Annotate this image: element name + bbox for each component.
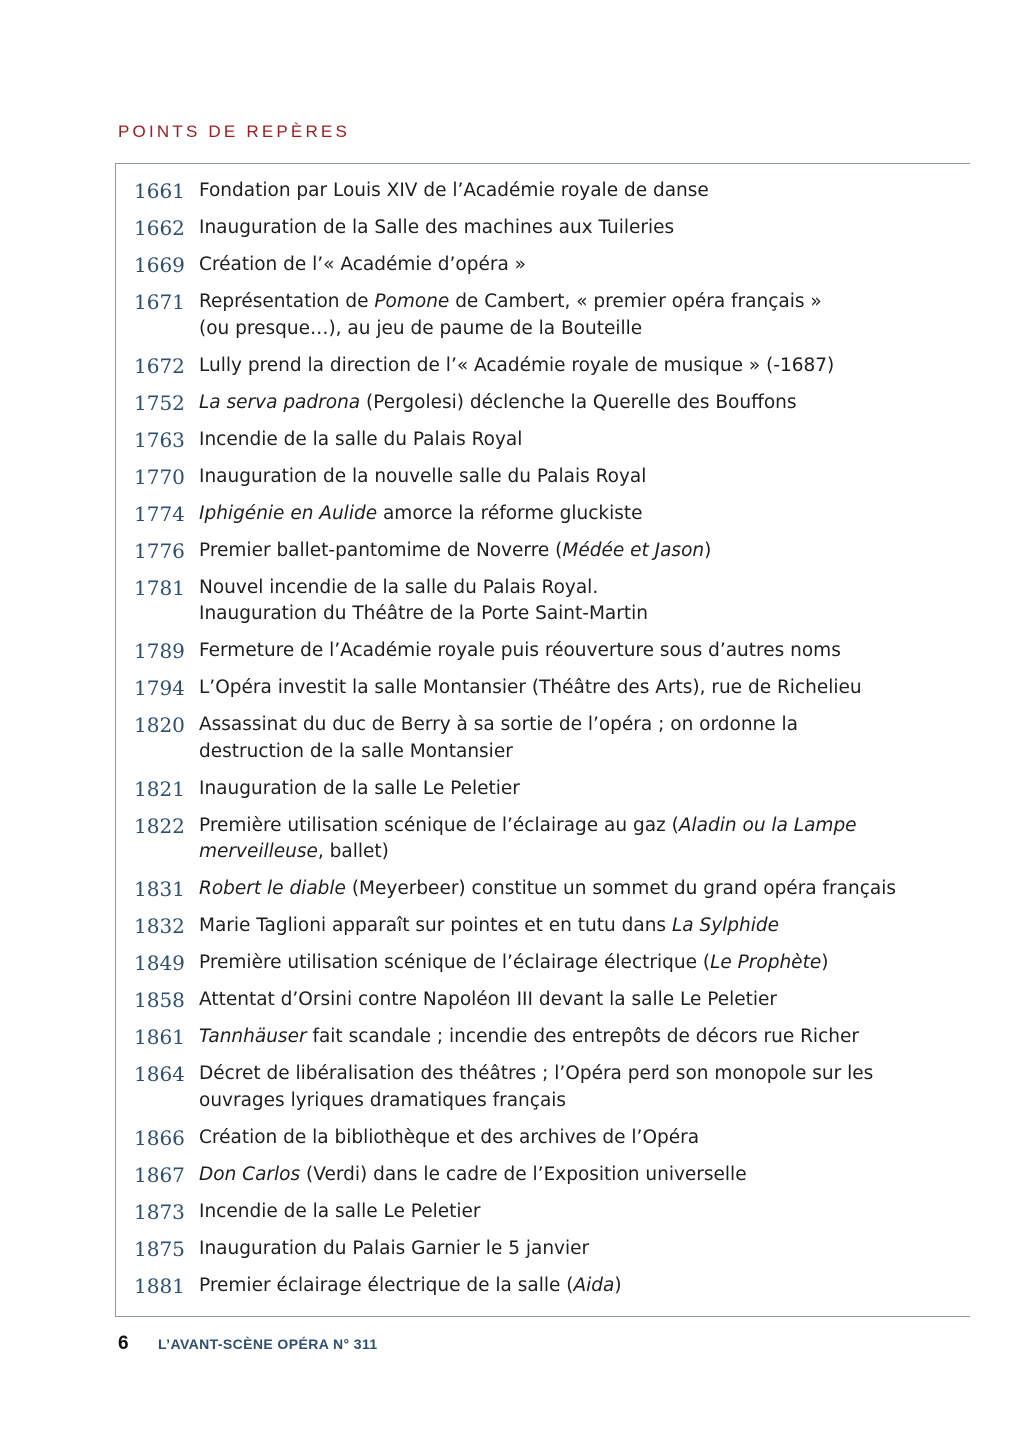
timeline-event [199, 913, 929, 940]
event-text: Inauguration du Palais Garnier le 5 janvier [199, 1237, 590, 1259]
event-text: Représentation de [199, 291, 375, 312]
event-text: Première utilisation scénique de l’éclairage au gaz ( [199, 814, 679, 836]
event-text: Inauguration de la Salle des machines aux Tuileries [199, 217, 675, 238]
work-title: Don Carlos [199, 1163, 301, 1185]
timeline-year: 1671 [134, 290, 185, 314]
timeline-year: 1881 [134, 1273, 185, 1298]
timeline-event [199, 675, 929, 702]
event-text: amorce la réforme gluckiste [377, 502, 643, 524]
timeline-event-line [199, 601, 929, 628]
timeline-event [199, 987, 929, 1014]
timeline-event [199, 1236, 929, 1263]
event-text: Marie Taglioni apparaît sur pointes et en tutu dans [199, 915, 672, 936]
timeline-event [199, 1061, 929, 1114]
event-text: ) [821, 952, 829, 973]
timeline-event-line [199, 950, 929, 977]
timeline-event [199, 464, 929, 491]
timeline-box [115, 163, 970, 1317]
timeline-year: 1831 [134, 877, 185, 901]
event-text: Attentat d’Orsini contre Napoléon III devant la salle Le Peletier [199, 989, 778, 1010]
timeline-event-line [199, 289, 929, 316]
timeline-event-line [199, 712, 929, 739]
timeline-event [199, 353, 929, 380]
timeline-event [199, 390, 929, 417]
timeline-year: 1661 [134, 179, 185, 203]
timeline-year: 1662 [134, 216, 185, 240]
event-text: Lully prend la direction de l’« Académie royale de musique » (-1687) [199, 354, 835, 376]
timeline-event [199, 501, 929, 528]
event-text: (ou presque…), au jeu de paume de la Bouteille [199, 317, 643, 339]
timeline-year: 1867 [134, 1162, 185, 1187]
work-title: Aladin ou la Lampe [678, 814, 857, 836]
timeline-event [199, 252, 929, 279]
timeline-event-line [199, 575, 929, 602]
event-text: Premier ballet-pantomime de Noverre ( [199, 539, 563, 561]
timeline-event [199, 876, 929, 903]
event-text: Inauguration de la salle Le Peletier [199, 777, 520, 799]
timeline-year: 1820 [134, 713, 185, 737]
event-text: Fermeture de l’Académie royale puis réouverture sous d’autres noms [199, 640, 841, 661]
timeline-event [199, 1162, 929, 1189]
timeline-event [199, 950, 929, 977]
timeline-event-line [199, 353, 929, 380]
timeline-event-line [199, 813, 929, 840]
timeline-event-line [199, 839, 929, 866]
event-text: destruction de la salle Montansier [199, 740, 513, 762]
timeline-year: 1781 [134, 575, 185, 600]
event-text: (Pergolesi) déclenche la Querelle des Bouffons [360, 391, 797, 413]
timeline-year: 1774 [134, 501, 185, 526]
timeline-year: 1672 [134, 353, 185, 378]
timeline-event-line [199, 675, 929, 702]
work-title: Robert le diable [199, 878, 346, 899]
event-text: Assassinat du duc de Berry à sa sortie de l’opéra ; on ordonne la [199, 714, 799, 735]
timeline-year: 1858 [134, 988, 185, 1012]
event-text: Nouvel incendie de la salle du Palais Royal. [199, 576, 599, 598]
event-text: L’Opéra investit la salle Montansier (Théâtre des Arts), rue de Richelieu [199, 677, 862, 698]
timeline-year: 1776 [134, 538, 185, 563]
event-text: (Meyerbeer) constitue un sommet du grand opéra français [345, 878, 896, 899]
timeline-event-line [199, 538, 929, 565]
work-title: Aida [573, 1274, 615, 1296]
timeline-event-line [199, 1162, 929, 1189]
timeline-event-line [199, 464, 929, 491]
timeline-year: 1752 [134, 390, 185, 415]
event-text: Incendie de la salle du Palais Royal [199, 428, 523, 450]
timeline-event-line [199, 501, 929, 528]
work-title: Tannhäuser [199, 1026, 307, 1047]
timeline-event-line [199, 1061, 929, 1088]
timeline-event-line [199, 1199, 929, 1226]
timeline-event [199, 638, 929, 665]
section-title: POINTS DE REPÈRES [118, 122, 350, 141]
timeline-event [199, 1199, 929, 1226]
timeline-year: 1763 [134, 427, 185, 452]
timeline-year: 1789 [134, 639, 185, 663]
event-text: fait scandale ; incendie des entrepôts de décors rue Richer [306, 1026, 859, 1047]
event-text: Inauguration de la nouvelle salle du Palais Royal [199, 465, 647, 487]
event-text: Fondation par Louis XIV de l’Académie royale de danse [199, 180, 709, 201]
timeline-event [199, 712, 929, 765]
timeline-event-line [199, 390, 929, 417]
work-title: Iphigénie en Aulide [199, 502, 378, 524]
timeline-event-line [199, 638, 929, 665]
timeline-event [199, 1273, 929, 1300]
timeline-event [199, 1125, 929, 1152]
timeline-year: 1822 [134, 813, 185, 838]
timeline-event-line [199, 739, 929, 766]
timeline-event-line [199, 1088, 929, 1115]
timeline-event-line [199, 776, 929, 803]
event-text: Incendie de la salle Le Peletier [199, 1200, 481, 1222]
timeline-year: 1849 [134, 951, 185, 975]
timeline-event-line [199, 178, 929, 205]
event-text: Décret de libéralisation des théâtres ; l’Opéra perd son monopole sur les [199, 1063, 874, 1084]
timeline-event-line [199, 876, 929, 903]
timeline-event-line [199, 1236, 929, 1263]
event-text: , ballet) [317, 841, 389, 862]
work-title: La serva padrona [199, 391, 361, 413]
work-title: Médée et Jason [562, 539, 705, 561]
work-title: La Sylphide [671, 915, 780, 936]
timeline-event-line [199, 252, 929, 279]
timeline-event-line [199, 427, 929, 454]
event-text: Création de la bibliothèque et des archives de l’Opéra [199, 1126, 700, 1148]
timeline-event [199, 575, 929, 628]
timeline-event-line [199, 215, 929, 242]
timeline-event-line [199, 1024, 929, 1051]
event-text: Inauguration du Théâtre de la Porte Saint-Martin [199, 603, 648, 624]
timeline-year: 1832 [134, 914, 185, 938]
timeline-year: 1875 [134, 1236, 185, 1261]
page-number: 6 [118, 1333, 129, 1354]
event-text: de Cambert, « premier opéra français » [449, 291, 822, 312]
timeline-year: 1669 [134, 253, 185, 277]
timeline-year: 1873 [134, 1199, 185, 1224]
timeline-year: 1861 [134, 1025, 185, 1049]
event-text: ouvrages lyriques dramatiques français [199, 1089, 567, 1111]
timeline-event [199, 538, 929, 565]
timeline-event [199, 215, 929, 242]
timeline-event-line [199, 987, 929, 1014]
timeline-event [199, 813, 929, 866]
publication-title: L’AVANT-SCÈNE OPÉRA N° 311 [158, 1336, 378, 1352]
timeline-year: 1770 [134, 464, 185, 489]
timeline-event [199, 289, 929, 342]
timeline-year: 1794 [134, 676, 185, 700]
event-text: ) [704, 539, 712, 561]
event-text: Création de l’« Académie d’opéra » [199, 254, 526, 275]
timeline-event [199, 1024, 929, 1051]
event-text: Première utilisation scénique de l’éclairage électrique ( [199, 952, 711, 973]
timeline-event-line [199, 1125, 929, 1152]
timeline-event [199, 178, 929, 205]
timeline-event-line [199, 913, 929, 940]
event-text: (Verdi) dans le cadre de l’Exposition universelle [300, 1163, 747, 1185]
timeline-event [199, 427, 929, 454]
event-text: Premier éclairage électrique de la salle ( [199, 1274, 574, 1296]
timeline-year: 1864 [134, 1062, 185, 1086]
work-title: Le Prophète [710, 952, 822, 973]
event-text: ) [614, 1274, 622, 1296]
timeline-event-line [199, 316, 929, 343]
work-title: merveilleuse [199, 841, 318, 862]
work-title: Pomone [374, 291, 450, 312]
timeline-year: 1821 [134, 776, 185, 801]
timeline-event-line [199, 1273, 929, 1300]
timeline-year: 1866 [134, 1125, 185, 1150]
timeline-event [199, 776, 929, 803]
